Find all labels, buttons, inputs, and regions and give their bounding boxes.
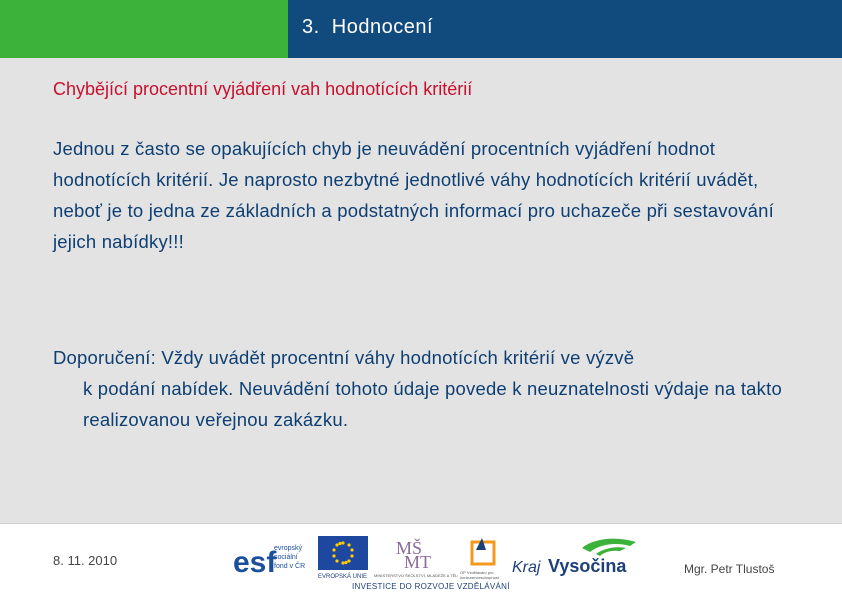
svg-text:MT: MT (404, 552, 431, 572)
body-paragraph: Jednou z často se opakujících chyb je neuvádění procentních vyjádření hodnot hodnotících kritérií. Je naprosto nezbytné jednotlivé váhy hodnotících kritérií uvádět, neboť je to jedna ze základních a podstatných informací pro uchazeče při sestavování jejich nabídky!!! (53, 138, 774, 252)
partner-logos (232, 532, 642, 594)
slide-title: 3. Hodnocení (302, 16, 434, 38)
svg-text:Vysočina: Vysočina (548, 556, 627, 576)
recommendation-label: Doporučení: (53, 347, 156, 368)
op-logo (460, 538, 510, 580)
eu-flag-logo (316, 536, 370, 580)
esf-logo (232, 536, 308, 580)
recommendation (53, 342, 803, 435)
svg-text:EVROPSKÁ UNIE: EVROPSKÁ UNIE (318, 574, 368, 580)
svg-text:OP Vzdělávání pro: OP Vzdělávání pro (460, 570, 494, 575)
svg-text:fond v ČR: fond v ČR (274, 563, 306, 570)
svg-text:MINISTERSTVO ŠKOLSTVÍ, MLÁDEŽE: MINISTERSTVO ŠKOLSTVÍ, MLÁDEŽE A TĚL (374, 573, 458, 578)
header-green-block (0, 0, 288, 58)
kraj-vysocina-logo (512, 534, 640, 580)
section-subtitle: Chybějící procentní vyjádření vah hodnotících kritérií (53, 79, 473, 99)
svg-text:MŠ: MŠ (396, 538, 423, 558)
svg-text:esf: esf (233, 546, 277, 579)
invest-caption: INVESTICE DO ROZVOJE VZDĚLÁVÁNÍ (352, 582, 510, 591)
recommendation-line1: Vždy uvádět procentní váhy hodnotících kritérií ve výzvě (155, 347, 635, 368)
svg-text:Kraj: Kraj (512, 559, 541, 576)
recommendation-rest: k podání nabídek. Neuvádění tohoto údaje povede k neuznatelnosti výdaje na takto realizovanou veřejnou zakázku. (83, 378, 782, 430)
footer-date: 8. 11. 2010 (53, 553, 118, 568)
footer-author: Mgr. Petr Tlustoš (684, 562, 775, 576)
svg-text:sociální: sociální (274, 554, 298, 561)
content-panel (0, 58, 842, 523)
footer-divider (0, 523, 842, 524)
svg-text:konkurenceschopnost: konkurenceschopnost (460, 575, 499, 580)
svg-text:evropský: evropský (274, 545, 303, 552)
msmt-logo (374, 534, 458, 580)
